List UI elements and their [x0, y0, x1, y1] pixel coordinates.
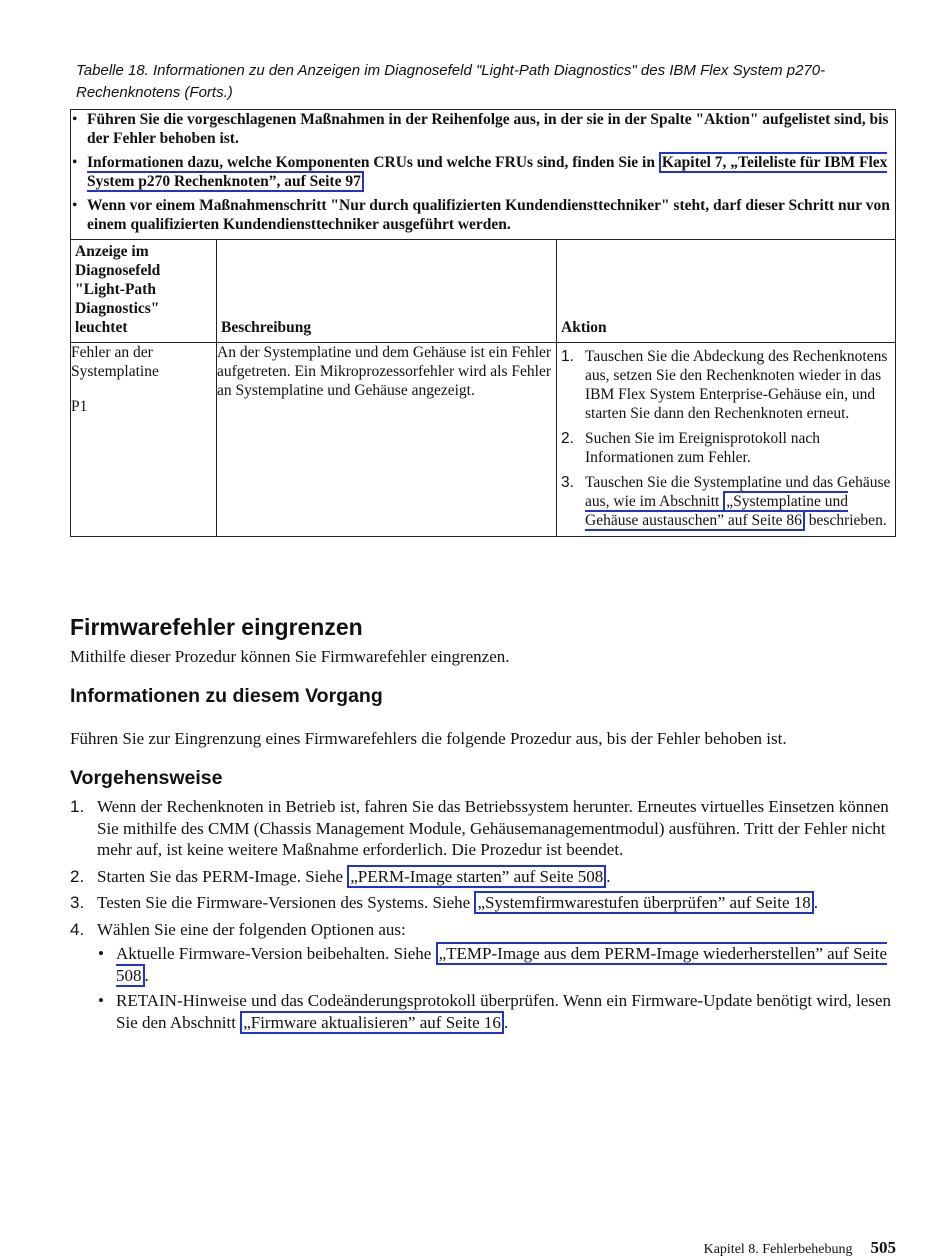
action-step-number: 1. [561, 348, 574, 365]
action-step-number: 2. [561, 430, 574, 447]
cell-action [557, 343, 896, 537]
note-qualified: • Wenn vor einem Maßnahmenschritt "Nur durch qualifizierten Kundendiensttechniker" steht, darf dieser Schritt nur von einem qualifizierten Kundendiensttechniker ausgeführt werden. [71, 196, 895, 234]
action-step [557, 473, 895, 530]
indicator-text: Fehler an der Systemplatine [71, 344, 159, 380]
cell-description [217, 343, 557, 537]
option-item [97, 943, 896, 986]
step-text: Wenn der Rechenknoten in Betrieb ist, fahren Sie das Betriebssystem herunter. Erneutes virtuelles Einsetzen können Sie mithilfe des CMM (Chassis Management Module, Gehäusemanagementmodul) ausführen. Tritt der Fehler nicht mehr auf, ist keine weitere Maßnahme erforderlich. Die Prozedur ist beendet. [97, 797, 889, 859]
diagnostics-table [70, 109, 896, 537]
indicator-code: P1 [71, 398, 88, 415]
table-row [71, 343, 896, 537]
step-text-end: . [813, 893, 818, 912]
page-number: 505 [870, 1238, 896, 1257]
action-step [557, 429, 895, 467]
option-item [97, 990, 896, 1033]
procedure-step [70, 892, 896, 914]
step-text-end: . [606, 866, 611, 886]
description-text: An der Systemplatine und dem Gehäuse ist ein Fehler aufgetreten. Ein Mikroprozessorfehler wird als Fehler an Systemplatine und Gehäuse angezeigt. [217, 344, 552, 399]
header-description [217, 240, 557, 343]
header-action-label: Aktion [561, 319, 607, 336]
procedure-step [70, 796, 896, 861]
note-cru-fru-text: Informationen dazu, welche Komponenten CRUs und welche FRUs sind, finden Sie in [87, 154, 659, 171]
procedure-heading: Vorgehensweise [70, 767, 223, 789]
step-text: Wählen Sie eine der folgenden Optionen aus: [97, 919, 406, 939]
step-number: 3. [70, 893, 85, 912]
step-number: 4. [70, 919, 85, 939]
link-parts-list[interactable]: Kapitel 7, „Teileliste für IBM Flex System p270 Rechenknoten”, auf Seite 97 [87, 154, 888, 190]
page-footer [704, 1238, 896, 1258]
option-list [97, 943, 896, 1033]
action-step-text-end: beschrieben. [804, 512, 887, 529]
step-text: Starten Sie das PERM-Image. Siehe [97, 866, 348, 886]
action-step-text: Suchen Sie im Ereignisprotokoll nach Informationen zum Fehler. [585, 430, 821, 466]
option-text: RETAIN-Hinweise und das Codeänderungsprotokoll überprüfen. Wenn ein Firmware-Update benötigt wird, lesen Sie den Abschnitt [116, 991, 891, 1032]
footer-chapter: Kapitel 8. Fehlerbehebung [703, 1242, 853, 1257]
link-temp-image-restore[interactable]: „TEMP-Image aus dem PERM-Image wiederherstellen” auf Seite 508 [116, 944, 888, 985]
link-firmware-update[interactable]: „Firmware aktualisieren” auf Seite 16 [240, 1011, 504, 1034]
action-step-number: 3. [561, 474, 574, 491]
link-firmware-levels[interactable]: „Systemfirmwarestufen überprüfen” auf Seite 18 [474, 891, 813, 914]
step-number: 2. [70, 866, 85, 886]
option-text-end: . [503, 1012, 509, 1032]
info-text: Führen Sie zur Eingrenzung eines Firmwarefehlers die folgende Prozedur aus, bis der Fehler behoben ist. [70, 729, 787, 748]
note-cru-fru [71, 153, 895, 191]
table-caption: Tabelle 18. Informationen zu den Anzeigen im Diagnosefeld "Light-Path Diagnostics" des IBM Flex System p270-Rechenknotens (Forts.) [76, 62, 826, 101]
section-intro: Mithilfe dieser Prozedur können Sie Firmwarefehler eingrenzen. [70, 647, 510, 666]
note-order: • Führen Sie die vorgeschlagenen Maßnahmen in der Reihenfolge aus, in der sie in der Spalte "Aktion" aufgelistet sind, bis der Fehler behoben ist. [71, 110, 895, 148]
section-title: Firmwarefehler eingrenzen [70, 614, 363, 640]
step-text: Testen Sie die Firmware-Versionen des Systems. Siehe [97, 893, 475, 912]
action-step [557, 347, 895, 423]
info-heading: Informationen zu diesem Vorgang [70, 685, 383, 707]
header-action [557, 240, 896, 343]
option-text: Aktuelle Firmware-Version beibehalten. Siehe [116, 944, 436, 963]
cell-indicator [71, 343, 217, 537]
action-step-text: Tauschen Sie die Abdeckung des Rechenknotens aus, setzen Sie den Rechenknoten wieder in das IBM Flex System Enterprise-Gehäuse ein, und starten Sie dann den Rechenknoten erneut. [585, 348, 888, 422]
link-replace-systemboard[interactable]: „Systemplatine und Gehäuse austauschen” auf Seite 86 [585, 493, 849, 529]
header-indicator-label: Anzeige im Diagnosefeld "Light-Path Diagnostics" leuchtet [75, 243, 161, 336]
procedure-step [70, 866, 896, 888]
action-step-text: Tauschen Sie die Systemplatine und das Gehäuse aus, wie im Abschnitt [585, 474, 891, 510]
step-number: 1. [70, 797, 85, 816]
header-indicator [71, 240, 217, 343]
procedure-step [70, 919, 896, 1034]
header-description-label: Beschreibung [221, 319, 312, 336]
option-text-end: . [144, 965, 149, 985]
table-notes [71, 110, 896, 240]
procedure-steps [70, 796, 896, 1038]
link-perm-image-start[interactable]: „PERM-Image starten” auf Seite 508 [347, 865, 606, 888]
